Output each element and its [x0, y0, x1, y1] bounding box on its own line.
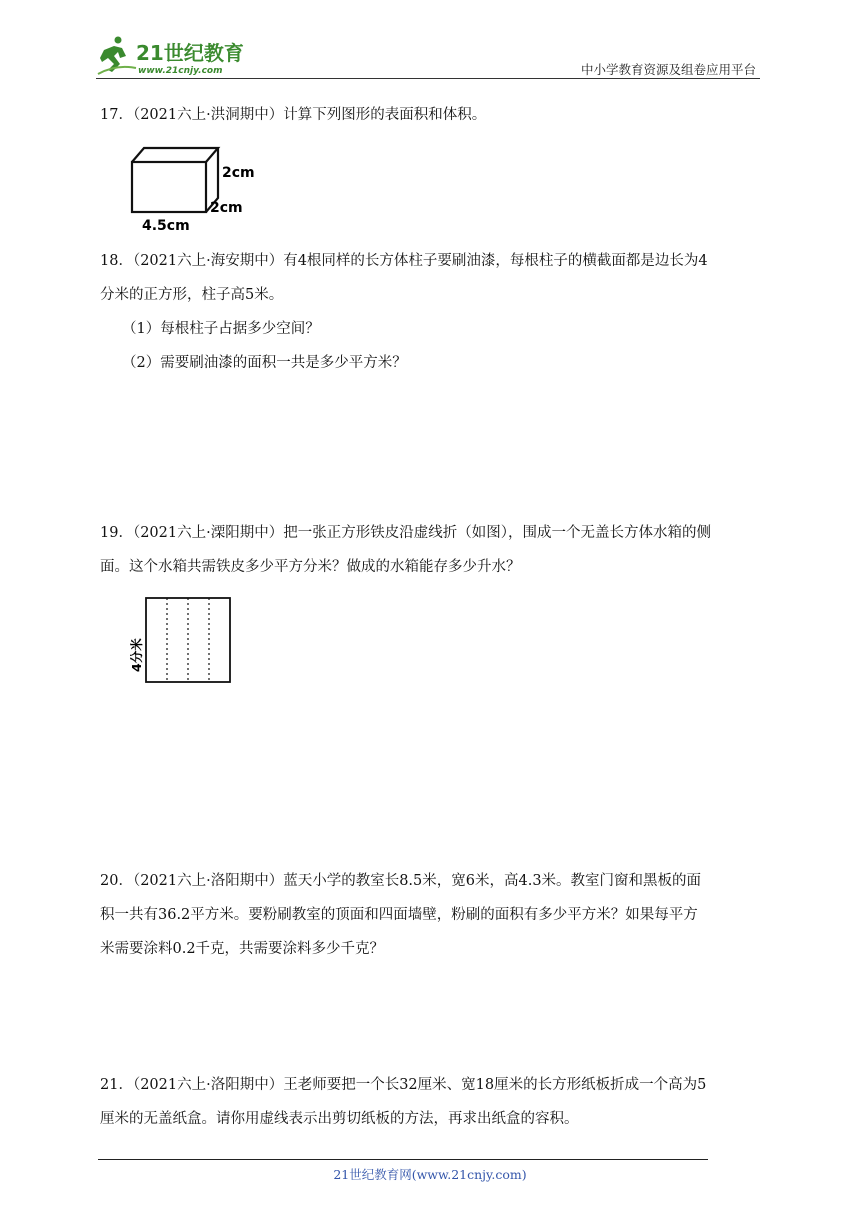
- question-18-line-1: 18．（2021六上·海安期中）有4根同样的长方体柱子要刷油漆，每根柱子的横截面都是边长为4: [100, 253, 708, 269]
- question-19-line-2: 面。这个水箱共需铁皮多少平方分米？做成的水箱能存多少升水？: [100, 559, 521, 575]
- question-18-sub-2: （2）需要刷油漆的面积一共是多少平方米？: [122, 355, 407, 371]
- footer-divider: [98, 1159, 708, 1160]
- question-19: [100, 516, 764, 584]
- header-divider: [96, 78, 760, 79]
- question-19-line-1: 19．（2021六上·溧阳期中）把一张正方形铁皮沿虚线折（如图），围成一个无盖长方体水箱的侧: [100, 525, 711, 541]
- question-20-line-3: 米需要涂料0.2千克，共需要涂料多少千克？: [100, 941, 385, 957]
- cuboid-height-label: 2cm: [222, 165, 255, 181]
- question-17: [100, 98, 764, 132]
- cuboid-width-label: 2cm: [210, 200, 243, 216]
- question-17-text: 17．（2021六上·洪洞期中）计算下列图形的表面积和体积。: [100, 107, 487, 123]
- logo-url: www.21cnjy.com: [138, 66, 223, 76]
- square-sheet-figure: [124, 594, 236, 690]
- question-21-line-1: 21．（2021六上·洛阳期中）王老师要把一个长32厘米、宽18厘米的长方形纸板折成一个高为5: [100, 1077, 707, 1093]
- logo-text: 21世纪教育: [136, 41, 244, 65]
- question-20-line-1: 20．（2021六上·洛阳期中）蓝天小学的教室长8.5米，宽6米，高4.3米。教室门窗和黑板的面: [100, 873, 702, 889]
- question-18: [100, 244, 764, 312]
- sheet-side-label: 4分米: [129, 638, 144, 672]
- logo: [96, 34, 256, 76]
- question-21-line-2: 厘米的无盖纸盒。请你用虚线表示出剪切纸板的方法，再求出纸盒的容积。: [100, 1111, 579, 1127]
- question-21: [100, 1068, 764, 1136]
- question-18-sub-1: （1）每根柱子占据多少空间？: [122, 321, 320, 337]
- page-header: [96, 30, 760, 80]
- footer-text: 21世纪教育网(www.21cnjy.com): [333, 1167, 527, 1182]
- header-platform-text: 中小学教育资源及组卷应用平台: [580, 62, 756, 77]
- question-18-line-2: 分米的正方形，柱子高5米。: [100, 287, 284, 303]
- cuboid-length-label: 4.5cm: [142, 218, 190, 234]
- cuboid-figure: [126, 140, 266, 236]
- question-20: [100, 864, 764, 966]
- question-20-line-2: 积一共有36.2平方米。要粉刷教室的顶面和四面墙壁，粉刷的面积有多少平方米？如果每平方: [100, 907, 698, 923]
- runner-icon: [98, 37, 136, 75]
